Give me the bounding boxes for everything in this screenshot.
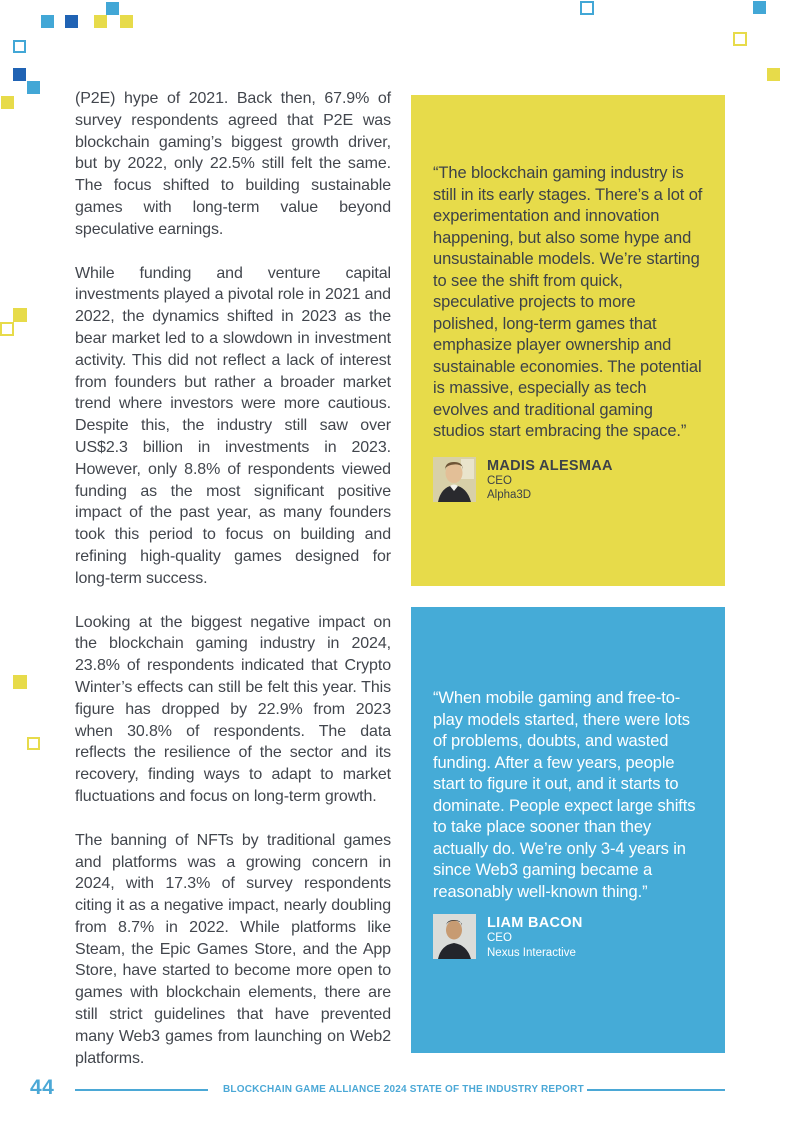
- person-name: MADIS ALESMAA: [487, 457, 613, 474]
- decor-square: [65, 15, 78, 28]
- person-company: Nexus Interactive: [487, 946, 576, 959]
- decor-square: [1, 96, 14, 109]
- report-title: BLOCKCHAIN GAME ALLIANCE 2024 STATE OF THE INDUSTRY REPORT: [223, 1084, 584, 1095]
- quote-text: “When mobile gaming and free-to-play models started, there were lots of problems, doubts, and wasted funding. After a few years, people start to figure it out, and it starts to dominate. People expect large shifts to take place sooner than they actually do. We’re only 3-4 years in since Web3 gaming became a reasonably well-known thing.”: [433, 689, 696, 901]
- person-company: Alpha3D: [487, 489, 532, 501]
- decor-square: [13, 675, 27, 689]
- decor-square: [41, 15, 54, 28]
- decor-square-outline: [733, 32, 747, 46]
- decor-square: [767, 68, 780, 81]
- decor-square: [94, 15, 107, 28]
- footer-rule-left: [75, 1089, 208, 1091]
- person-role: CEO: [487, 932, 512, 944]
- page-footer: [0, 1076, 800, 1102]
- quote-column: [411, 95, 725, 1053]
- footer-rule-right: [587, 1089, 725, 1091]
- decor-square: [27, 81, 40, 94]
- quote-card-liam-bacon: [411, 607, 725, 1053]
- person-role: CEO: [487, 474, 512, 487]
- decor-square: [120, 15, 133, 28]
- decor-square: [106, 2, 119, 15]
- decor-square: [753, 1, 766, 14]
- decor-square-outline: [0, 322, 14, 336]
- decor-square-outline: [13, 40, 26, 53]
- page-number: 44: [30, 1076, 55, 1099]
- quote-attribution: [433, 457, 703, 503]
- article-body: [75, 88, 391, 1091]
- article-paragraph: The banning of NFTs by traditional games and platforms was a growing concern in 2024, with 17.3% of survey respondents citing it as a negative impact, nearly doubling from 8.7% in 2022. While platforms like Steam, the Epic Games Store, and the App Store, have started to become more open to games with blockchain elements, there are still strict guidelines that have prevented many Web3 games from launching on Web2 platforms.: [75, 831, 391, 1067]
- decor-square-outline: [580, 1, 594, 15]
- quote-text: “The blockchain gaming industry is still in its early stages. There’s a lot of experimentation and innovation happening, but also some hype and unsustainable models. We’re starting to see the shift from quick, speculative projects to more polished, long-term games that emphasize player ownership and sustainable economies. The potential is massive, especially as tech evolves and traditional gaming studios start embracing the space.”: [433, 164, 703, 440]
- decor-square: [13, 68, 26, 81]
- article-paragraph: Looking at the biggest negative impact on the blockchain gaming industry in 2024, 23.8% of respondents indicated that Crypto Winter’s effects can still be felt this year. This figure has dropped by 22.9% from 2023 when 30.8% of respondents. The data reflects the resilience of the sector and its recovery, finding ways to adapt to market fluctuations and focus on long-term growth.: [75, 613, 391, 805]
- quote-person: [487, 914, 583, 960]
- decor-square-outline: [27, 737, 40, 750]
- madis-alesmaa-headshot: [433, 457, 476, 502]
- article-paragraph: While funding and venture capital investments played a pivotal role in 2021 and 2022, the dynamics shifted in 2023 as the bear market led to a slowdown in investment activity. This did not reflect a lack of interest from founders but rather a broader market trend where investors were more cautious. Despite this, the industry still saw over US$2.3 billion in investments in 2023. However, only 8.8% of respondents viewed funding as the most significant positive impact of the past year, as many founders took this period to focus on building and refining high-quality games designed for long-term success.: [75, 264, 391, 587]
- quote-person: [487, 457, 613, 503]
- article-paragraph: (P2E) hype of 2021. Back then, 67.9% of survey respondents agreed that P2E was blockchain gaming’s biggest growth driver, but by 2022, only 22.5% still felt the same. The focus shifted to building sustainable games with long-term value beyond speculative earnings.: [75, 90, 391, 238]
- quote-attribution: [433, 914, 703, 960]
- quote-card-madis-alesmaa: [411, 95, 725, 586]
- liam-bacon-headshot: [433, 914, 476, 959]
- person-name: LIAM BACON: [487, 915, 583, 931]
- decor-square: [13, 308, 27, 322]
